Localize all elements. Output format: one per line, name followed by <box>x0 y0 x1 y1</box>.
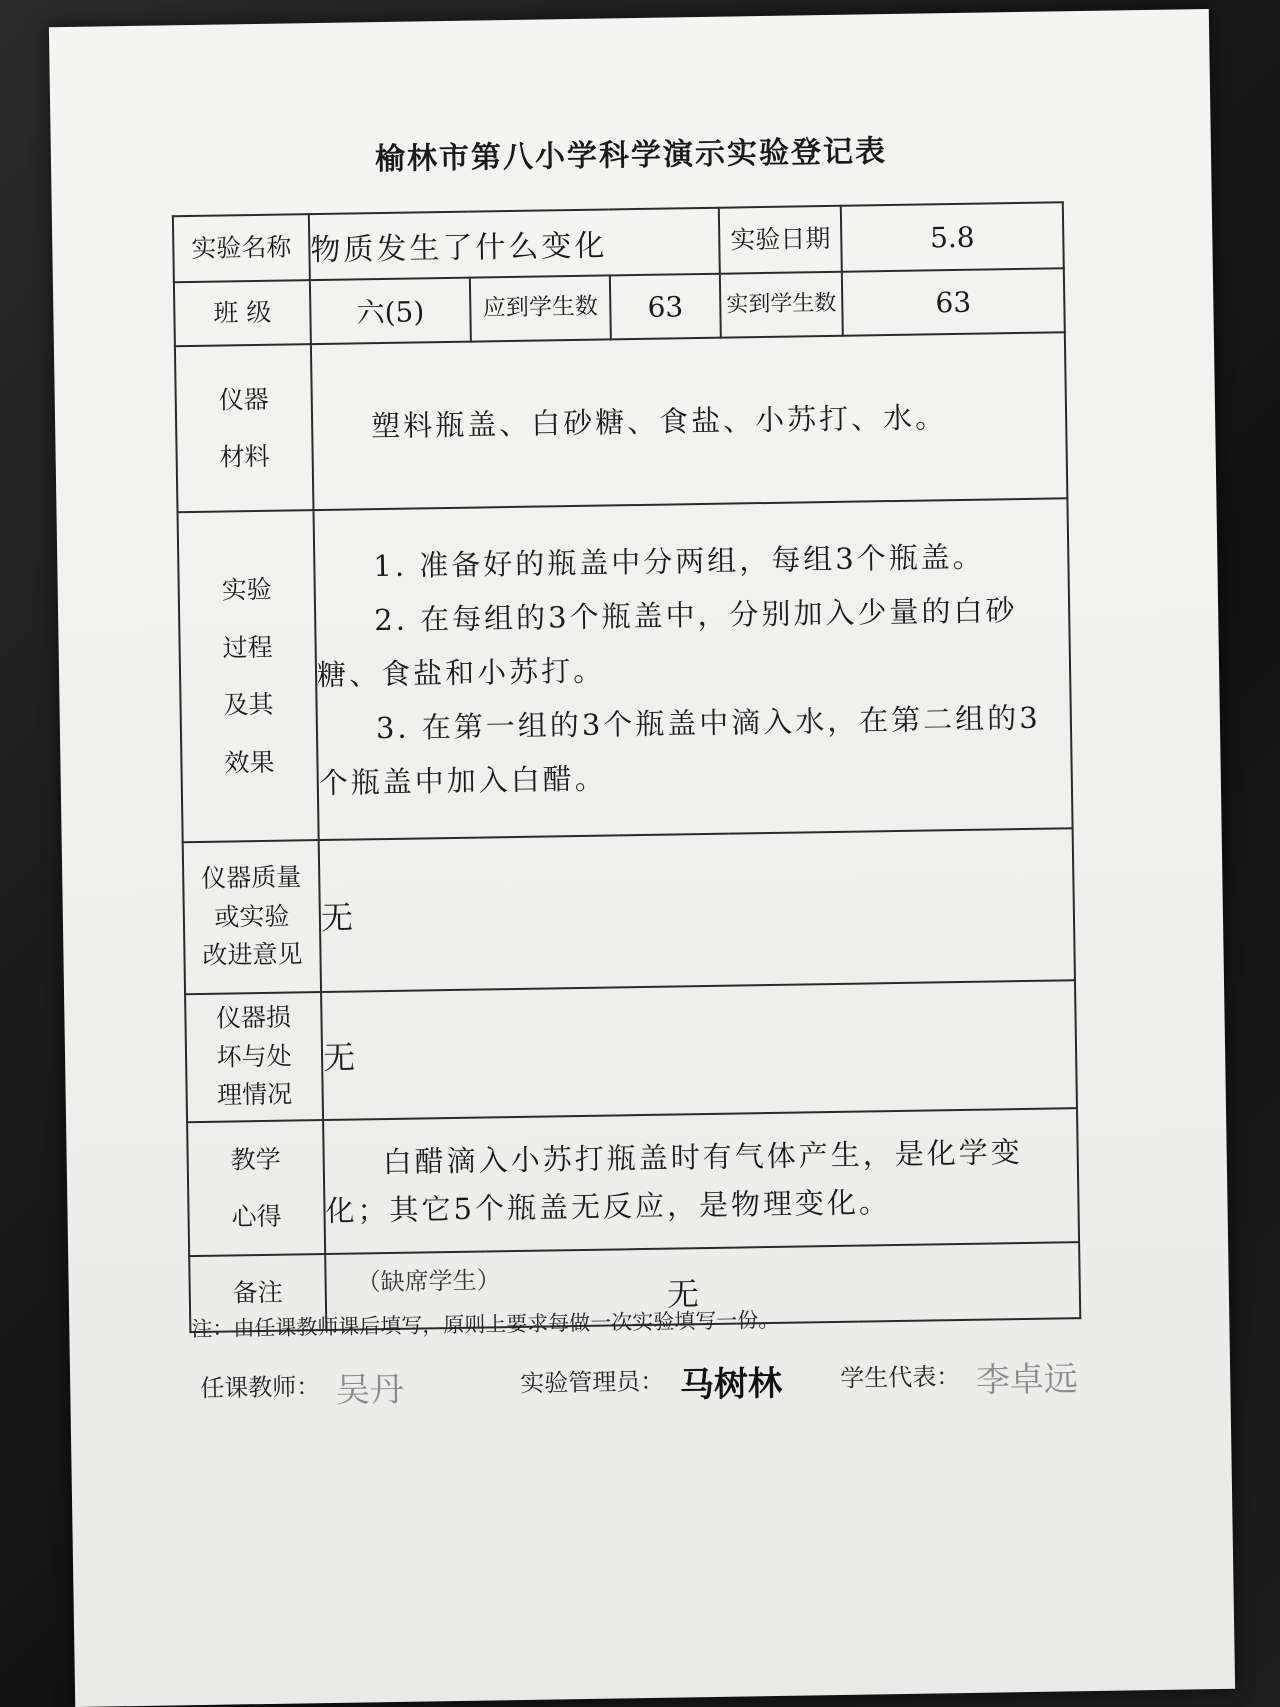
teacher-name: 吴丹 <box>335 1369 405 1411</box>
signature-line <box>200 1351 1100 1411</box>
damage-value: 无 <box>321 980 1077 1120</box>
damage-label <box>185 992 323 1122</box>
reflection-label-line: 心得 <box>231 1201 282 1232</box>
admin-label: 实验管理员： <box>520 1367 665 1398</box>
row-materials <box>175 332 1068 512</box>
damage-label-line: 理情况 <box>216 1079 293 1111</box>
absent-students-value: 无 <box>666 1275 700 1314</box>
process-label-line: 效果 <box>224 747 275 778</box>
admin-name: 马树林 <box>679 1363 783 1406</box>
student-signature <box>840 1351 1078 1404</box>
damage-label-line: 坏与处 <box>216 1041 292 1072</box>
teacher-label: 任课教师： <box>200 1372 321 1403</box>
absent-students-label: （缺席学生） <box>356 1266 501 1297</box>
class-label: 班 级 <box>174 280 311 346</box>
row-process <box>178 498 1073 842</box>
expected-students-label: 应到学生数 <box>470 275 611 341</box>
materials-label-line: 仪器 <box>218 384 269 415</box>
actual-students-label: 实到学生数 <box>720 272 843 338</box>
footer-note: 注：由任课教师课后填写，原则上要求每做一次实验填写一份。 <box>191 1307 780 1342</box>
quality-label-line: 或实验 <box>214 901 290 932</box>
row-quality <box>183 828 1075 994</box>
reflection-value: 白醋滴入小苏打瓶盖时有气体产生，是化学变化；其它5个瓶盖无反应，是物理变化。 <box>323 1108 1079 1254</box>
actual-students-value: 63 <box>842 268 1065 335</box>
process-label-line: 及其 <box>223 689 274 720</box>
admin-signature <box>520 1356 782 1409</box>
process-value <box>313 498 1072 840</box>
date-label: 实验日期 <box>719 206 842 274</box>
form-paper <box>49 9 1235 1707</box>
process-step: 2. 在每组的3个瓶盖中，分别加入少量的白砂糖、食盐和小苏打。 <box>316 593 1018 693</box>
registration-table <box>172 201 1081 1333</box>
quality-label-line: 仪器质量 <box>201 862 302 893</box>
class-value: 六(5) <box>310 278 471 345</box>
student-name: 李卓远 <box>975 1359 1079 1401</box>
reflection-label <box>187 1120 325 1256</box>
process-step: 1. 准备好的瓶盖中分两组，每组3个瓶盖。 <box>373 539 985 584</box>
student-label: 学生代表： <box>839 1362 961 1393</box>
process-label <box>178 510 319 842</box>
quality-value: 无 <box>319 828 1075 992</box>
materials-value: 塑料瓶盖、白砂糖、食盐、小苏打、水。 <box>311 332 1068 510</box>
materials-label <box>175 344 314 512</box>
remarks-label: 备注 <box>189 1254 326 1332</box>
form-title: 榆林市第八小学科学演示实验登记表 <box>374 134 888 178</box>
quality-label <box>183 840 321 994</box>
process-label-line: 实验 <box>221 574 272 605</box>
row-reflection <box>187 1108 1079 1256</box>
process-label-line: 过程 <box>222 632 273 663</box>
quality-label-line: 改进意见 <box>202 939 303 971</box>
experiment-name-value: 物质发生了什么变化 <box>309 208 720 280</box>
process-step: 3. 在第一组的3个瓶盖中滴入水，在第二组的3个瓶盖中加入白醋。 <box>318 700 1041 801</box>
reflection-label-line: 教学 <box>230 1144 281 1174</box>
teacher-signature <box>200 1362 404 1414</box>
experiment-name-label: 实验名称 <box>173 214 310 282</box>
expected-students-value: 63 <box>610 274 721 340</box>
damage-label-line: 仪器损 <box>215 1002 292 1033</box>
date-value: 5.8 <box>841 202 1064 271</box>
materials-label-line: 材料 <box>219 441 270 472</box>
row-damage <box>185 980 1077 1122</box>
